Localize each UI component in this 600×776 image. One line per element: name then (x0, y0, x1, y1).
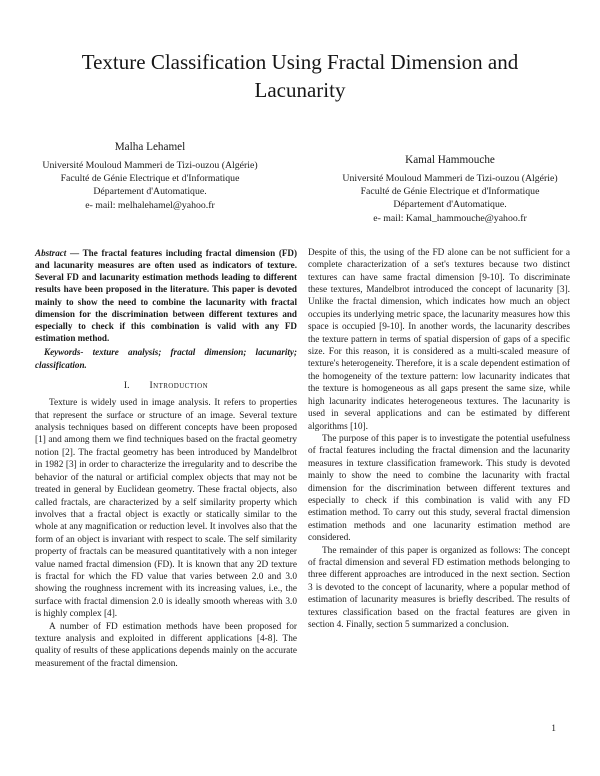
author-affiliation-line: Université Mouloud Mammeri de Tizi-ouzou (Algérie) (342, 173, 558, 184)
author-affiliation-line: Département d'Automatique. (393, 199, 507, 211)
author-affiliation-line: Faculté de Génie Electrique et d'Informatique (60, 173, 240, 185)
author-affiliation-line: Département d'Automatique. (93, 186, 207, 198)
section-number: I. (123, 379, 130, 391)
keywords-label: Keywords- (44, 347, 84, 358)
right-column (308, 247, 570, 670)
abstract-label: Abstract (35, 247, 67, 258)
author-affiliation-line: Université Mouloud Mammeri de Tizi-ouzou (Algérie) (42, 160, 258, 171)
author-name: Kamal Hammouche (405, 154, 495, 166)
two-column-body (35, 247, 570, 670)
right-paragraph-1: Despite of this, the using of the FD alone can be not sufficient for a complete characterization of a set's textures because two distinct textures can have same fractal dimension [9-10]. To discriminate these textures, Mandelbrot introduced the concept of lacunarity [3]. Unlike the fractal dimension, which indicates how much an object occupies its underlying metric space, the lacunarity measures how this space is occupied [9-10]. In another words, the lacunarity describes the texture pattern in terms of spatial dispersion of gaps of a specific size. For this reason, it is considered as a multi-scaled measure of texture's heterogeneity. Therefore, it is a scale dependent estimation of the homogeneity of the texture pattern: low lacunarity indicates that the texture is homogeneous as all gaps present the same size, while high lacunarity indicates heterogeneous textures. The lacunarity is used in several applications and can be estimated by different algorithms [10]. (308, 247, 570, 432)
title-line-2: Lacunarity (254, 78, 346, 102)
abstract-paragraph (35, 247, 297, 345)
paper-title (0, 0, 600, 104)
section-title: Introduction (149, 379, 209, 391)
right-paragraph-2: The purpose of this paper is to investigate the potential usefulness of fractal features including the fractal dimension and the lacunarity measures in texture classification framework. This study is devoted mainly to show the need to combine the lacunarity with fractal dimension for the discrimination between different textures and especially to check if this combination is valid with any FD estimation method. To carry out this study, several fractal dimension estimation methods and one lacunarity estimation method are considered. (308, 433, 570, 544)
author-affiliation-line: Faculté de Génie Electrique et d'Informatique (360, 186, 540, 198)
author-block-left (0, 140, 300, 225)
author-email: e- mail: Kamal_hammouche@yahoo.fr (373, 212, 527, 224)
author-block-right (300, 140, 600, 225)
keywords-text: texture analysis; fractal dimension; lacunarity; classification. (35, 347, 297, 370)
author-name: Malha Lehamel (114, 141, 186, 153)
intro-paragraph-2: A number of FD estimation methods have been proposed for texture analysis and exploited in different applications [4-8]. The quality of results of these applications depends mainly on the accurate measurement of the fractal dimension. (35, 621, 297, 669)
right-paragraph-3: The remainder of this paper is organized as follows: The concept of fractal dimension and several FD estimation methods belonging to three different approaches are introduced in the next section. Section 3 is devoted to the concept of lacunarity, where a popular method of estimation of lacunarity measures is briefly described. The results of textures classification based on the fractal features are given in section 4. Finally, section 5 summarized a conclusion. (308, 545, 570, 630)
intro-paragraph-1: Texture is widely used in image analysis. It refers to properties that represent the surface or structure of an image. Several texture analysis techniques based on different concepts have been proposed [1] and among them we find techniques based on the fractal geometry notion [2]. The fractal geometry has been introduced by Mandelbrot in 1982 [3] in order to characterize the irregularity and to describe the behavior of the natural or artificial complex objects that may not be treated in general by Euclidean geometry. These fractal objects, also called fractals, are characterized by a self similarity property which involves that a fractal object is exactly or statically similar to the whole at any magnification or reduction level. It involves also that the form of an object is invariant with respect to scale. The self similarity property of fractals can be measured quantitatively with a non integer value named fractal dimension (FD). It is known that any 2D texture is fractal for which the FD value that varies between 2.0 and 3.0 showing the roughness increment with its increasing values, i.e., the surface with fractal dimension 2.0 is ideally smooth whereas with 3.0 is highly complex [4]. (35, 398, 297, 620)
left-column (35, 247, 297, 670)
keywords-paragraph (35, 346, 297, 370)
abstract-text: — The fractal features including fractal dimension (FD) and lacunarity measures are often used as indicators of texture. Several FD and lacunarity estimation methods leading to different results have been proposed in the literature. This paper is devoted mainly to show the need to combine the lacunarity with fractal dimension for the discrimination between different textures and especially to check if this combination is valid with any FD estimation method. (35, 247, 297, 344)
author-blocks (0, 140, 600, 225)
title-line-1: Texture Classification Using Fractal Dimension and (81, 50, 519, 74)
page-number: 1 (551, 724, 556, 734)
author-email: e- mail: melhalehamel@yahoo.fr (85, 199, 215, 211)
introduction-heading (35, 380, 297, 392)
